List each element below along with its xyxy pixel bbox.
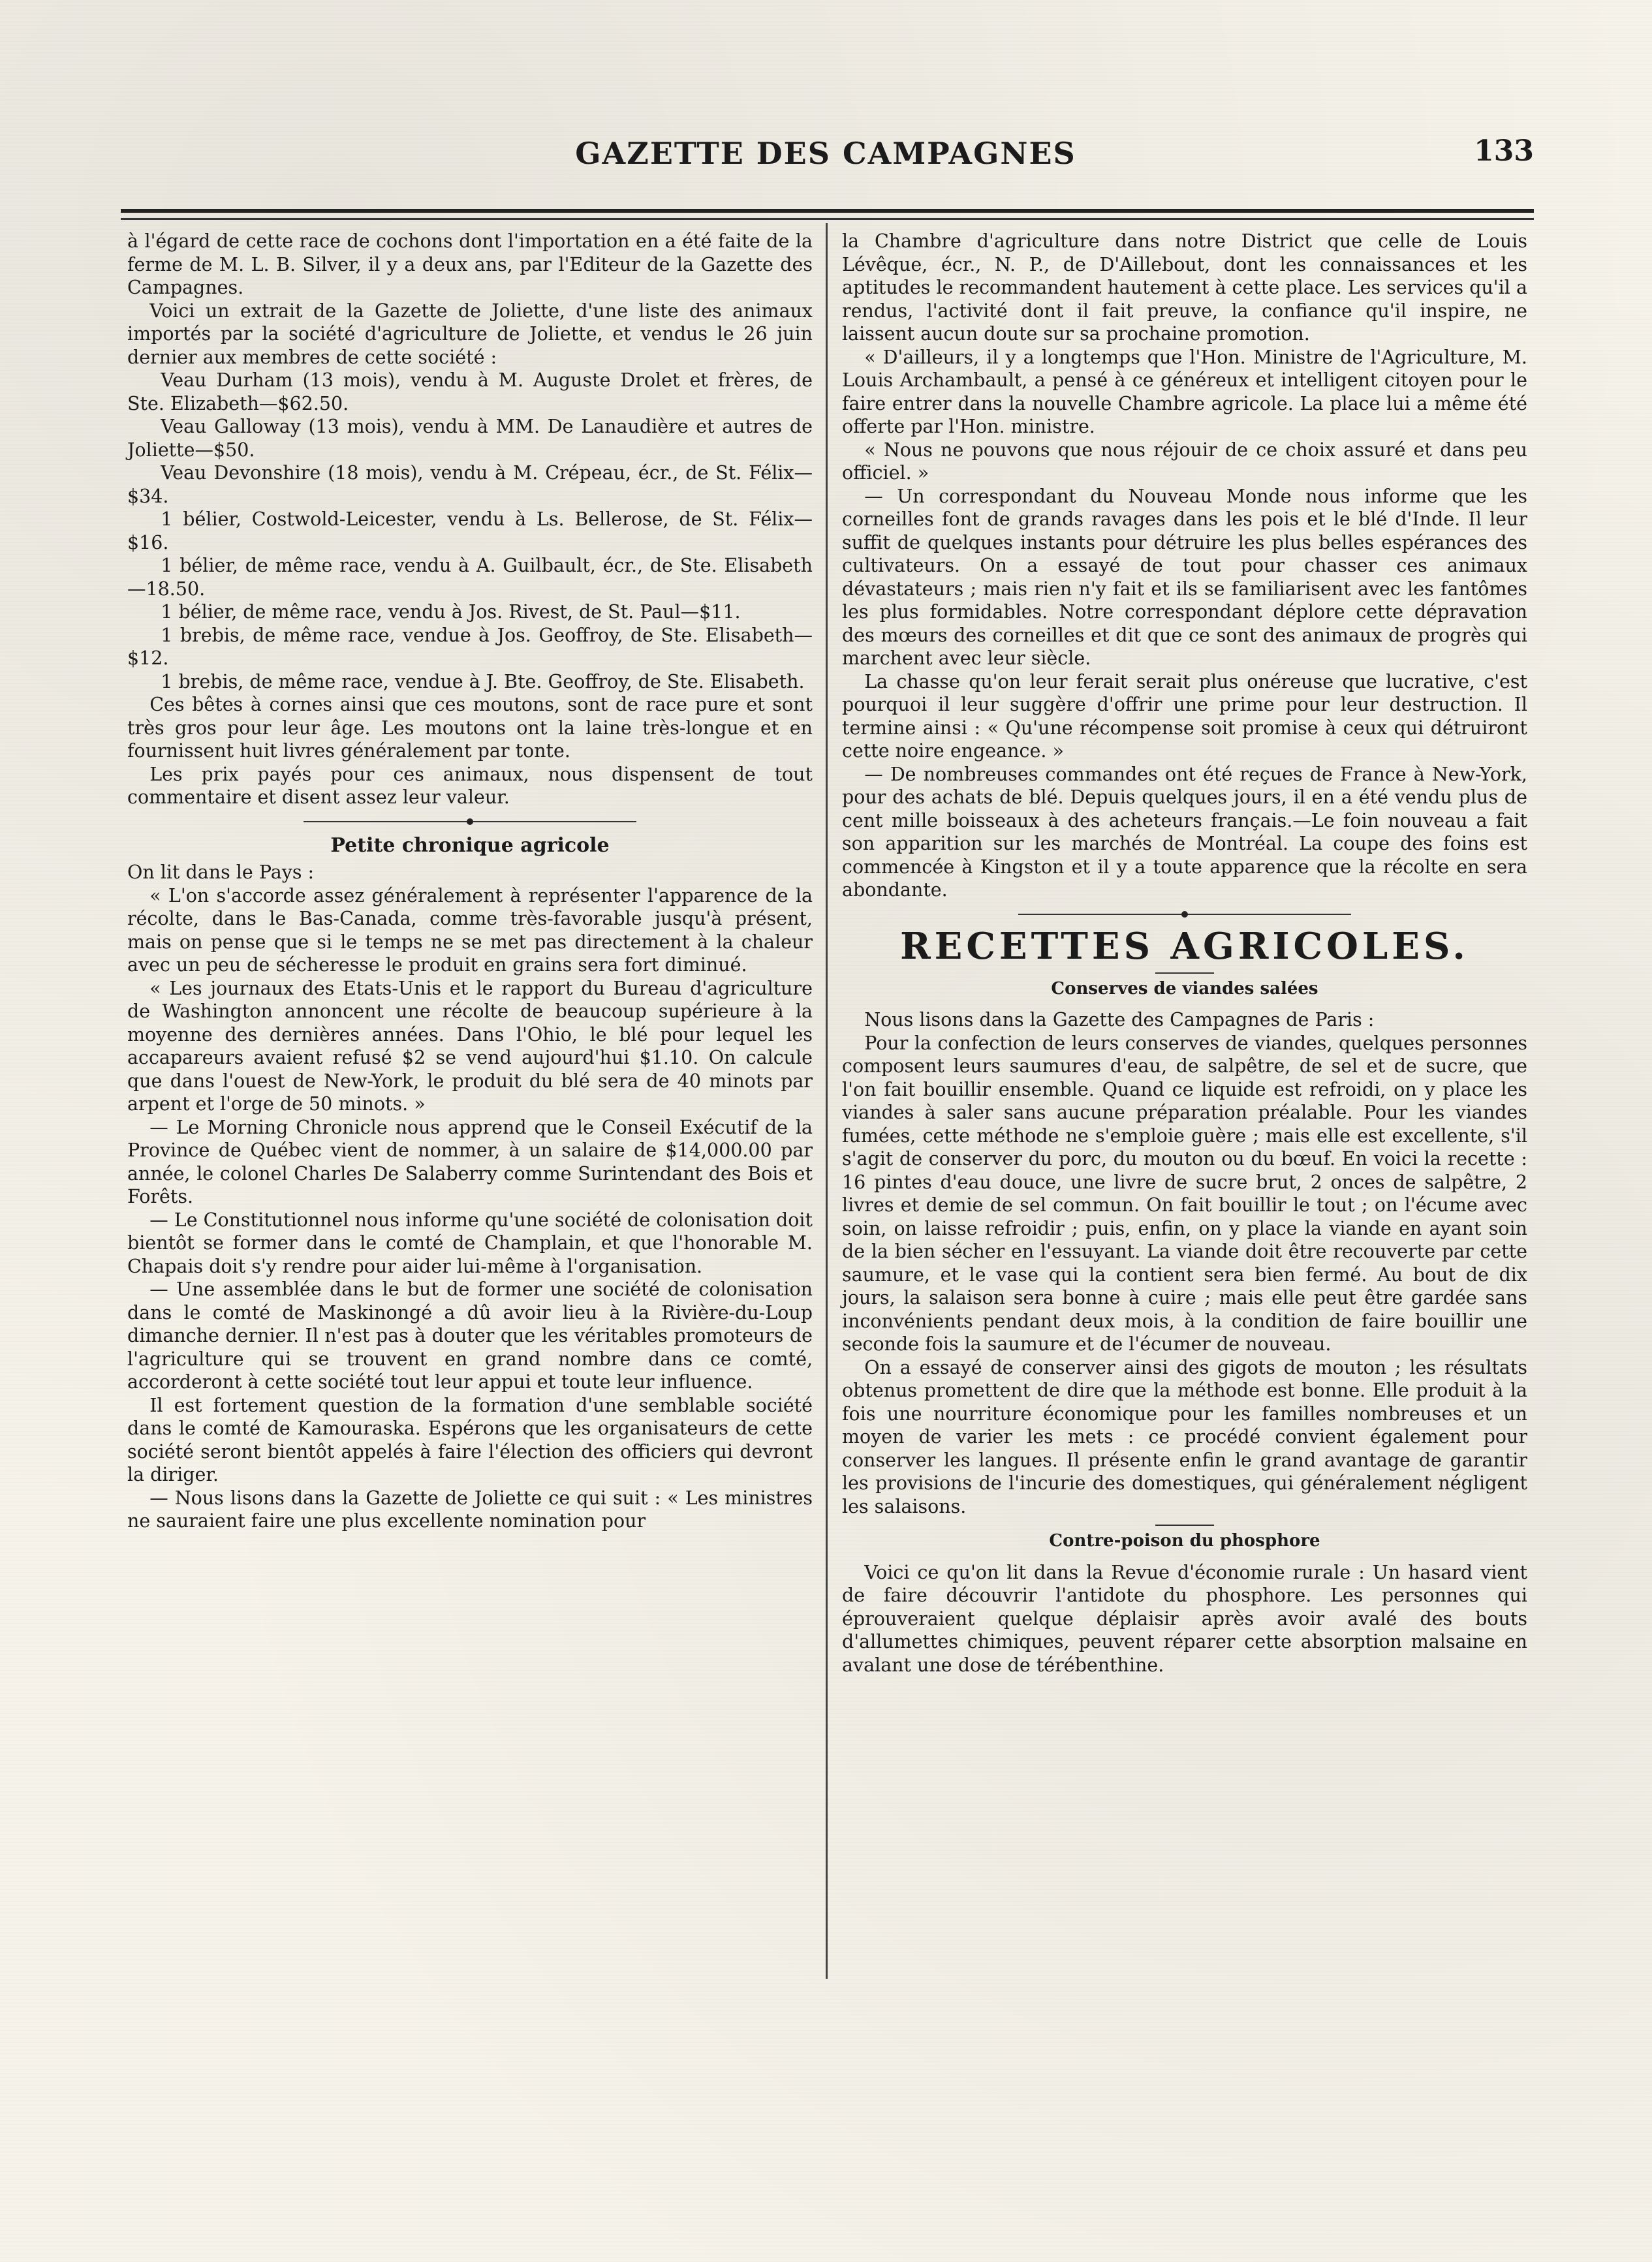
paragraph: — De nombreuses commandes ont été reçues de France à New-York, pour des achats de blé. Depuis quelques jours, il en a été vendu plus de cent mille boisseaux à des acheteurs français.—Le foin nouveau a fait son apparition sur les marchés de Montréal. La coupe des foins est commencée à Kingston et il y a toute apparence que la récolte en sera abondante. <box>842 763 1527 901</box>
paragraph: « Nous ne pouvons que nous réjouir de ce choix assuré et dans peu officiel. » <box>842 439 1527 484</box>
list-item: Veau Devonshire (18 mois), vendu à M. Crépeau, écr., de St. Félix—$34. <box>127 462 813 507</box>
right-column <box>842 230 1527 1677</box>
paragraph: — Un correspondant du Nouveau Monde nous informe que les corneilles font de grands ravages dans les pois et le blé d'Inde. Il leur suffit de quelques instants pour détruire les plus belles espérances des cultivateurs. On a essayé de tout pour chasser ces animaux dévastateurs ; mais rien n'y fait et ils se familiarisent avec les fantômes les plus formidables. Notre correspondant déplore cette dépravation des mœurs des corneilles et dit que ce sont des animaux de progrès qui marchent avec leur siècle. <box>842 485 1527 669</box>
paragraph: La chasse qu'on leur ferait serait plus onéreuse que lucrative, c'est pourquoi il leur suggère d'offrir une prime pour leur destruction. Il termine ainsi : « Qu'une récompense soit promise à ceux qui détruiront cette noire engeance. » <box>842 670 1527 762</box>
small-rule <box>1155 1525 1214 1526</box>
paragraph: On lit dans le Pays : <box>127 861 315 883</box>
paragraph: la Chambre d'agriculture dans notre District que celle de Louis Lévêque, écr., N. P., de D'Aillebout, dont les connaissances et les aptitudes le recommandent hautement à cette place. Les services qu'il a rendus, l'activité dont il fait preuve, la confiance qu'il inspire, ne laissent aucun doute sur sa prochaine promotion. <box>842 230 1527 345</box>
column-divider <box>826 223 828 1979</box>
paragraph: Nous lisons dans la Gazette des Campagnes de Paris : <box>864 1009 1375 1030</box>
list-item: 1 brebis, de même race, vendue à Jos. Geoffroy, de Ste. Elisabeth—$12. <box>127 624 813 669</box>
header-rule <box>121 209 1534 213</box>
page-header <box>117 129 1534 181</box>
paragraph: à l'égard de cette race de cochons dont l'importation en a été faite de la ferme de M. L. B. Silver, il y a deux ans, par l'Editeur de la Gazette des Campagnes. <box>127 230 813 298</box>
paragraph: — Le Morning Chronicle nous apprend que le Conseil Exécutif de la Province de Québec vient de nommer, à un salaire de $14,000.00 par année, le colonel Charles De Salaberry comme Surintendant des Bois et Forêts. <box>127 1116 813 1207</box>
paragraph: Ces bêtes à cornes ainsi que ces moutons, sont de race pure et sont très gros pour leur âge. Les moutons ont la laine très-longue et en fournissent huit livres généralement par tonte. <box>127 694 813 762</box>
paragraph: Les prix payés pour ces animaux, nous dispensent de tout commentaire et disent assez leur valeur. <box>127 763 813 808</box>
ornament-divider <box>127 816 813 828</box>
list-item: 1 bélier, Costwold-Leicester, vendu à Ls. Bellerose, de St. Félix—$16. <box>127 508 813 553</box>
list-item: Veau Durham (13 mois), vendu à M. Auguste Drolet et frères, de Ste. Elizabeth—$62.50. <box>127 369 813 414</box>
small-rule <box>1155 972 1214 974</box>
page-title: GAZETTE DES CAMPAGNES <box>575 136 1076 171</box>
paragraph: — Nous lisons dans la Gazette de Joliette ce qui suit : « Les ministres ne sauraient faire une plus excellente nomination pour <box>127 1487 813 1532</box>
paragraph: Voici ce qu'on lit dans la Revue d'économie rurale : Un hasard vient de faire découvrir l'antidote du phosphore. Les personnes qui éprouveraient quelque déplaisir après avoir avalé des bouts d'allumettes chimiques, peuvent réparer cette absorption malsaine en avalant une dose de térébenthine. <box>842 1561 1527 1676</box>
paragraph: Il est fortement question de la formation d'une semblable société dans le comté de Kamouraska. Espérons que les organisateurs de cette société seront bientôt appelés à faire l'élection des officiers qui devront la diriger. <box>127 1394 813 1485</box>
paragraph: Voici un extrait de la Gazette de Joliette, d'une liste des animaux importés par la société d'agriculture de Joliette, et vendus le 26 juin dernier aux membres de cette société : <box>127 300 813 368</box>
subsection-title: Contre-poison du phosphore <box>1049 1531 1320 1551</box>
list-item: 1 bélier, de même race, vendu à A. Guilbault, écr., de Ste. Elisabeth—18.50. <box>127 555 813 600</box>
left-column <box>127 230 813 1533</box>
list-item: 1 brebis, de même race, vendue à J. Bte. Geoffroy, de Ste. Elisabeth. <box>161 670 805 692</box>
paragraph: « L'on s'accorde assez généralement à représenter l'apparence de la récolte, dans le Bas-Canada, comme très-favorable jusqu'à présent, mais on pense que si le temps ne se met pas directement à la chaleur avec un peu de sécheresse le produit en grains sera fort diminué. <box>127 884 813 976</box>
paragraph: — Le Constitutionnel nous informe qu'une société de colonisation doit bientôt se former dans le comté de Champlain, et que l'honorable M. Chapais doit s'y rendre pour aider lui-même à l'organisation. <box>127 1209 813 1277</box>
subsection-title: Conserves de viandes salées <box>1051 978 1318 999</box>
section-title: Petite chronique agricole <box>330 833 610 857</box>
list-item: 1 bélier, de même race, vendu à Jos. Rivest, de St. Paul—$11. <box>161 601 741 623</box>
ornament-divider <box>842 908 1527 920</box>
header-rule-thin <box>121 218 1534 220</box>
list-item: Veau Galloway (13 mois), vendu à MM. De Lanaudière et autres de Joliette—$50. <box>127 416 813 461</box>
paragraph: Pour la confection de leurs conserves de viandes, quelques personnes composent leurs saumures d'eau, de salpêtre, de sel et de sucre, que l'on fait bouillir ensemble. Quand ce liquide est refroidi, on y place les viandes à saler sans aucune préparation préalable. Pour les viandes fumées, cette méthode ne s'emploie guère ; mais elle est excellente, s'il s'agit de conserver du porc, du mouton ou du bœuf. En voici la recette : 16 pintes d'eau douce, une livre de sucre brut, 2 onces de salpêtre, 2 livres et demie de sel commun. On fait bouillir le tout ; on l'écume avec soin, on laisse refroidir ; puis, enfin, on y place la viande en ayant soin de la bien sécher en l'essuyant. La viande doit être recouverte par cette saumure, et le vase qui la contient sera bien fermé. Au bout de dix jours, la salaison sera bonne à cuire ; mais elle peut être gardée sans inconvénients pendant deux mois, à la condition de faire bouillir une seconde fois la saumure et de l'écumer de nouveau. <box>842 1032 1527 1355</box>
paragraph: « Les journaux des Etats-Unis et le rapport du Bureau d'agriculture de Washington annoncent une récolte de beaucoup supérieure à la moyenne des dernières années. Dans l'Ohio, le blé pour lequel les accapareurs avaient refusé $2 se vend aujourd'hui $1.10. On calcule que dans l'ouest de New-York, le produit du blé sera de 40 minots par arpent et l'orge de 50 minots. » <box>127 977 813 1115</box>
paragraph: — Une assemblée dans le but de former une société de colonisation dans le comté de Maskinongé a dû avoir lieu à la Rivière-du-Loup dimanche dernier. Il n'est pas à douter que les véritables promoteurs de l'agriculture qui se trouvent en grand nombre dans ce comté, accorderont à cette société tout leur appui et toute leur influence. <box>127 1278 813 1393</box>
paragraph: On a essayé de conserver ainsi des gigots de mouton ; les résultats obtenus promettent de dire que la méthode est bonne. Elle produit à la fois une nourriture économique pour les familles nombreuses et un moyen de varier les mets : ce procédé convient également pour conserver les langues. Il présente enfin le grand avantage de garantir les provisions de l'incurie des domestiques, qui généralement négligent les salaisons. <box>842 1356 1527 1517</box>
paragraph: « D'ailleurs, il y a longtemps que l'Hon. Ministre de l'Agriculture, M. Louis Archambault, a pensé à ce généreux et intelligent citoyen pour le faire entrer dans la nouvelle Chambre agricole. La place lui a même été offerte par l'Hon. ministre. <box>842 346 1527 437</box>
recettes-title: RECETTES AGRICOLES. <box>900 924 1469 968</box>
page-number: 133 <box>1474 134 1534 168</box>
